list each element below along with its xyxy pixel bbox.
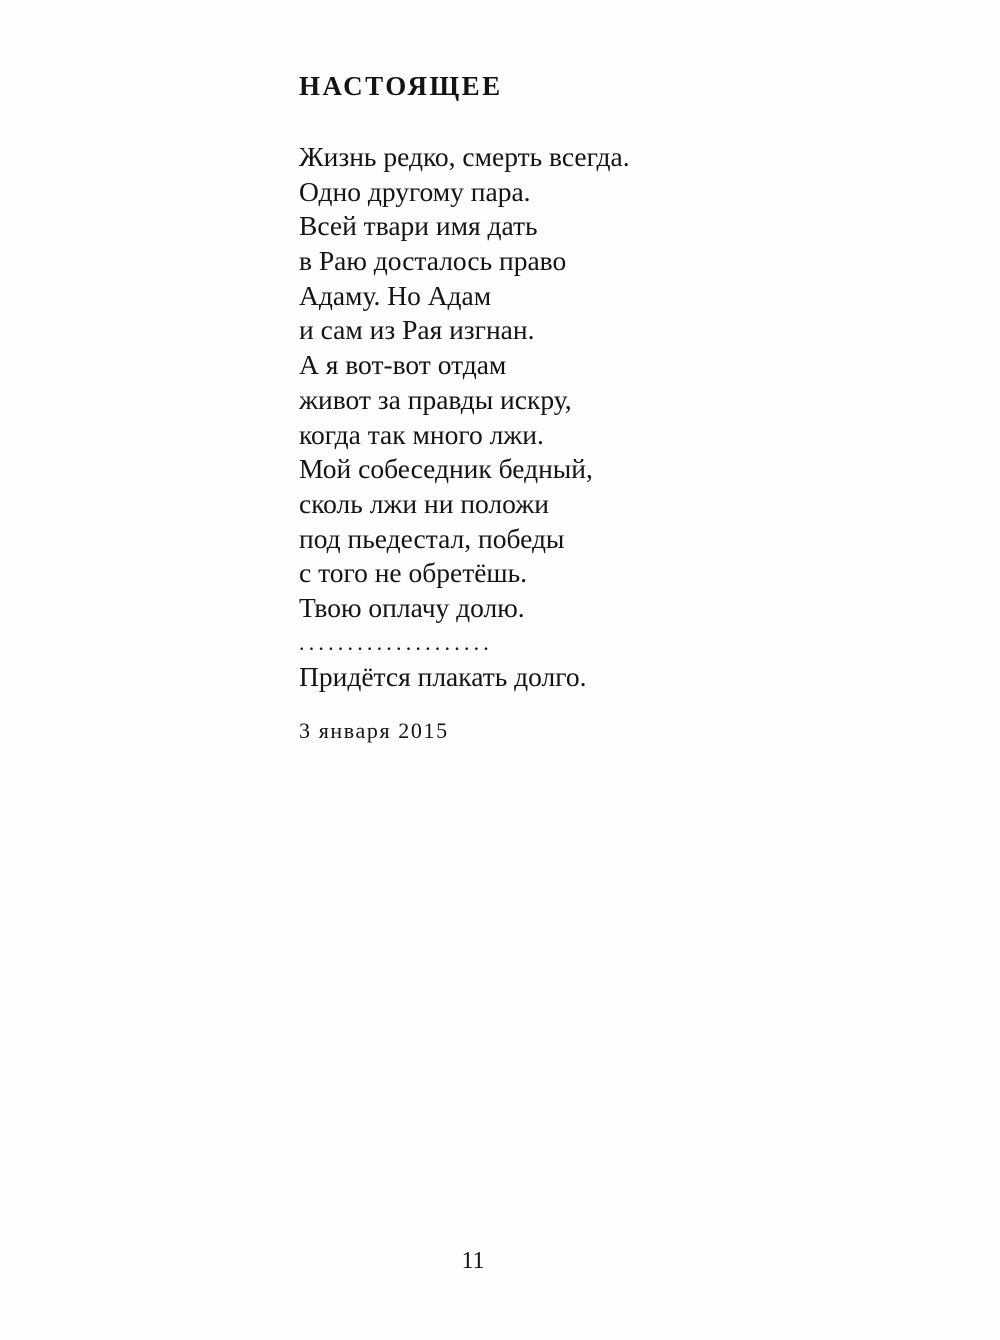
poem-line: когда так много лжи.	[299, 418, 544, 450]
omission-dots: ....................	[299, 629, 493, 655]
poem-text	[299, 140, 630, 695]
poem-line: Мой собеседник бедный,	[299, 453, 593, 485]
poem-line: в Раю досталось право	[299, 245, 567, 277]
poem-line: сколь лжи ни положи	[299, 487, 549, 519]
poem-line: и сам из Рая изгнан.	[299, 314, 535, 346]
poem-line: живот за правды искру,	[299, 383, 572, 415]
poem-line: Одно другому пара.	[299, 175, 531, 207]
poem-line: Адаму. Но Адам	[299, 279, 492, 311]
poem-line: А я вот-вот отдам	[299, 349, 507, 381]
poem-title: НАСТОЯЩЕЕ	[299, 71, 503, 101]
poem-line: с того не обретёшь.	[299, 557, 528, 589]
poem-line: под пьедестал, победы	[299, 522, 565, 554]
poem-date: 3 января 2015	[299, 718, 449, 743]
poem-line: Всей твари имя дать	[299, 210, 538, 242]
poem-line: Придётся плакать долго.	[299, 661, 587, 693]
poem-line: Твою оплачу долю.	[299, 591, 525, 623]
page-number: 11	[461, 1248, 485, 1274]
poem-line: Жизнь редко, смерть всегда.	[299, 141, 630, 172]
